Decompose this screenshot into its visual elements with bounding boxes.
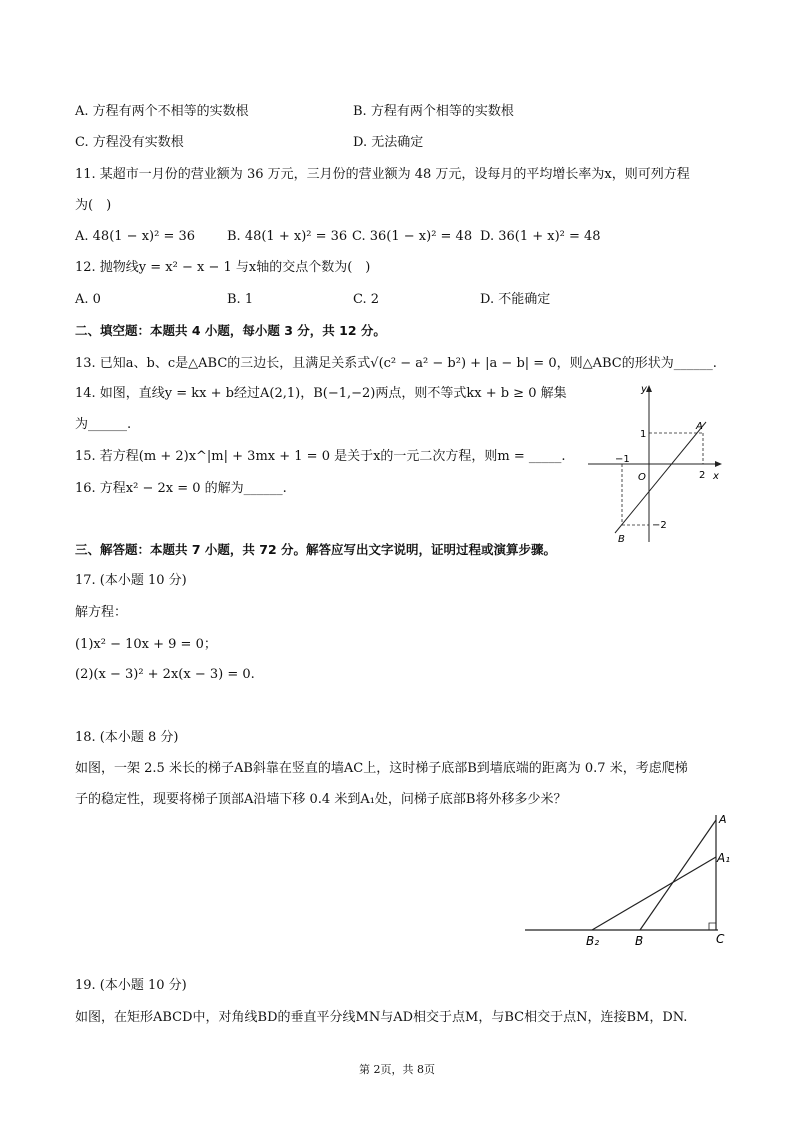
right-angle-marker <box>709 923 716 930</box>
q11-option-a: A. 48(1 − x)² = 36 <box>75 229 196 244</box>
q18-title: 18. (本小题 8 分) <box>75 730 179 745</box>
q19-stem-line1: 如图，在矩形ABCD中，对角线BD的垂直平分线MN与AD相交于点M，与BC相交于点N，连接BM，DN. <box>75 1010 688 1025</box>
line-ab <box>615 422 706 533</box>
q11-option-b: B. 48(1 + x)² = 36 <box>227 229 348 244</box>
graph-label-origin: O <box>638 472 646 483</box>
graph-label-a: A <box>696 421 703 432</box>
q17-intro: 解方程： <box>75 605 128 620</box>
q17-title: 17. (本小题 10 分) <box>75 573 187 588</box>
q12-option-c: C. 2 <box>353 292 380 307</box>
q11-option-c: C. 36(1 − x)² = 48 <box>352 229 473 244</box>
ladder-a1b2 <box>592 857 716 930</box>
q11-stem-line1: 11. 某超市一月份的营业额为 36 万元，三月份的营业额为 48 万元，设每月的平均增长率为x，则可列方程 <box>75 167 690 182</box>
graph-label-y: y <box>641 384 647 395</box>
q18-stem-line2: 子的稳定性，现要将梯子顶部A沿墙下移 0.4 米到A₁处，问梯子底部B将外移多少米？ <box>75 792 567 807</box>
q10-option-c: C. 方程没有实数根 <box>75 135 184 150</box>
q14-stem-line2: 为______. <box>75 417 132 432</box>
q17-equation-1: (1)x² − 10x + 9 = 0； <box>75 637 217 652</box>
ladder-label-b2: B₂ <box>586 934 600 948</box>
ladder-label-c: C <box>716 932 725 946</box>
q11-stem-line2: 为( ) <box>75 198 112 213</box>
q18-stem-line1: 如图，一架 2.5 米长的梯子AB斜靠在竖直的墙AC上，这时梯子底部B到墙底端的距离为 0.7 米，考虑爬梯 <box>75 761 688 776</box>
q19-title: 19. (本小题 10 分) <box>75 978 187 993</box>
graph-label-x: x <box>713 471 719 482</box>
x-axis-arrow-icon <box>715 461 722 467</box>
q12-option-b: B. 1 <box>227 292 254 307</box>
q15-stem: 15. 若方程(m + 2)x^|m| + 3mx + 1 = 0 是关于x的一元二次方程，则m = _____. <box>75 449 566 464</box>
graph-tick-1: 1 <box>640 429 647 440</box>
q11-option-d: D. 36(1 + x)² = 48 <box>480 229 601 244</box>
q17-equation-2: (2)(x − 3)² + 2x(x − 3) = 0. <box>75 667 255 682</box>
section-fill-in-heading: 二、填空题：本题共 4 小题，每小题 3 分，共 12 分。 <box>75 323 386 338</box>
graph-label-b: B <box>618 534 625 545</box>
section-solution-heading: 三、解答题：本题共 7 小题，共 72 分。解答应写出文字说明，证明过程或演算步骤。 <box>75 542 557 557</box>
ladder-label-a: A <box>719 813 727 826</box>
q12-option-d: D. 不能确定 <box>480 292 551 307</box>
graph-tick-neg1: −1 <box>615 454 630 465</box>
q14-coordinate-graph <box>585 382 725 547</box>
q12-stem: 12. 抛物线y = x² − x − 1 与x轴的交点个数为( ) <box>75 260 371 275</box>
q16-stem: 16. 方程x² − 2x = 0 的解为______. <box>75 481 287 496</box>
q10-option-b: B. 方程有两个相等的实数根 <box>353 104 514 119</box>
graph-tick-neg2: −2 <box>652 520 667 531</box>
page-footer: 第 2页，共 8页 <box>359 1063 435 1076</box>
ladder-label-b: B <box>635 934 644 948</box>
graph-tick-2: 2 <box>699 470 706 481</box>
q13-stem: 13. 已知a、b、c是△ABC的三边长，且满足关系式√(c² − a² − b²) + |a − b| = 0，则△ABC的形状为______. <box>75 356 717 371</box>
q10-option-d: D. 无法确定 <box>353 135 424 150</box>
q10-option-a: A. 方程有两个不相等的实数根 <box>75 104 249 119</box>
ladder-ab <box>640 820 716 930</box>
q18-ladder-diagram <box>520 810 740 955</box>
ladder-label-a1: A₁ <box>717 851 731 865</box>
q12-option-a: A. 0 <box>75 292 101 307</box>
q14-stem-line1: 14. 如图，直线y = kx + b经过A(2,1)，B(−1,−2)两点，则不等式kx + b ≥ 0 解集 <box>75 386 567 401</box>
